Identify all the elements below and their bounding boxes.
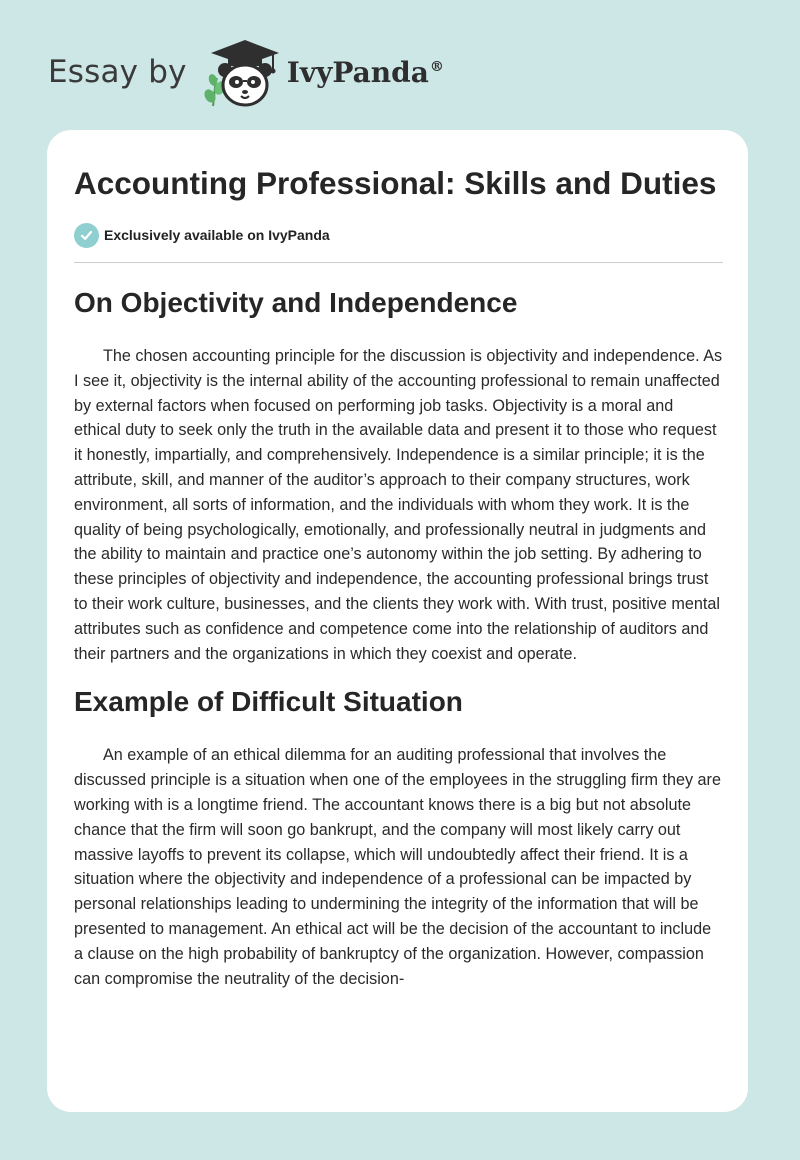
section-paragraph-objectivity: The chosen accounting principle for the discussion is objectivity and independence. As I see it, objectivity is the internal ability of the accounting professional to remain unaffected by external factors when focused on performing job tasks. Objectivity is a moral and ethical duty to seek only the truth in the available data and present it to those who request it honestly, impartially, and comprehensively. Independence is a similar principle; it is the attribute, skill, and manner of the auditor’s approach to their company structures, work environment, all sorts of information, and the individuals with whom they work. It is the quality of being psychologically, emotionally, and professionally neutral in judgments and the ability to maintain and practice one’s autonomy within the job setting. By adhering to these principles of objectivity and independence, the accounting professional brings trust to their work culture, businesses, and the clients they work with. With trust, positive mental attributes such as confidence and competence come into the relationship of auditors and their partners and the organizations in which they coexist and operate.: [74, 347, 723, 663]
essay-card: [47, 130, 748, 1112]
essay-content: [74, 162, 723, 991]
divider: [74, 262, 723, 263]
exclusive-label: Exclusively available on IvyPanda: [104, 227, 330, 243]
section-heading-difficult-situation: Example of Difficult Situation: [74, 686, 463, 718]
brand-name: [287, 56, 444, 89]
page-title: Accounting Professional: Skills and Duties: [74, 165, 717, 201]
brand-name-text: IvyPanda: [286, 55, 429, 89]
check-circle-icon: [74, 223, 99, 248]
brand-prefix: Essay by: [48, 54, 187, 90]
section-heading-objectivity: On Objectivity and Independence: [74, 287, 518, 318]
registered-mark: ®: [429, 59, 444, 76]
exclusive-badge: [74, 222, 723, 248]
section-paragraph-difficult-situation: An example of an ethical dilemma for an auditing professional that involves the discussed principle is a situation when one of the employees in the struggling firm they are working with is a longtime friend. The accountant knows there is a big but not absolute chance that the firm will soon go bankrupt, and the company will most likely carry out massive layoffs to prevent its collapse, which will undoubtedly affect their friend. It is a situation where the objectivity and independence of a professional can be impacted by personal relationships leading to undermining the integrity of the information that will be presented to management. An ethical act will be the decision of the accountant to include a clause on the high probability of bankruptcy of the organization. However, compassion can compromise the neutrality of the decision-: [74, 746, 721, 988]
panda-graduate-logo-icon: [201, 36, 283, 108]
site-brand[interactable]: [48, 36, 444, 108]
